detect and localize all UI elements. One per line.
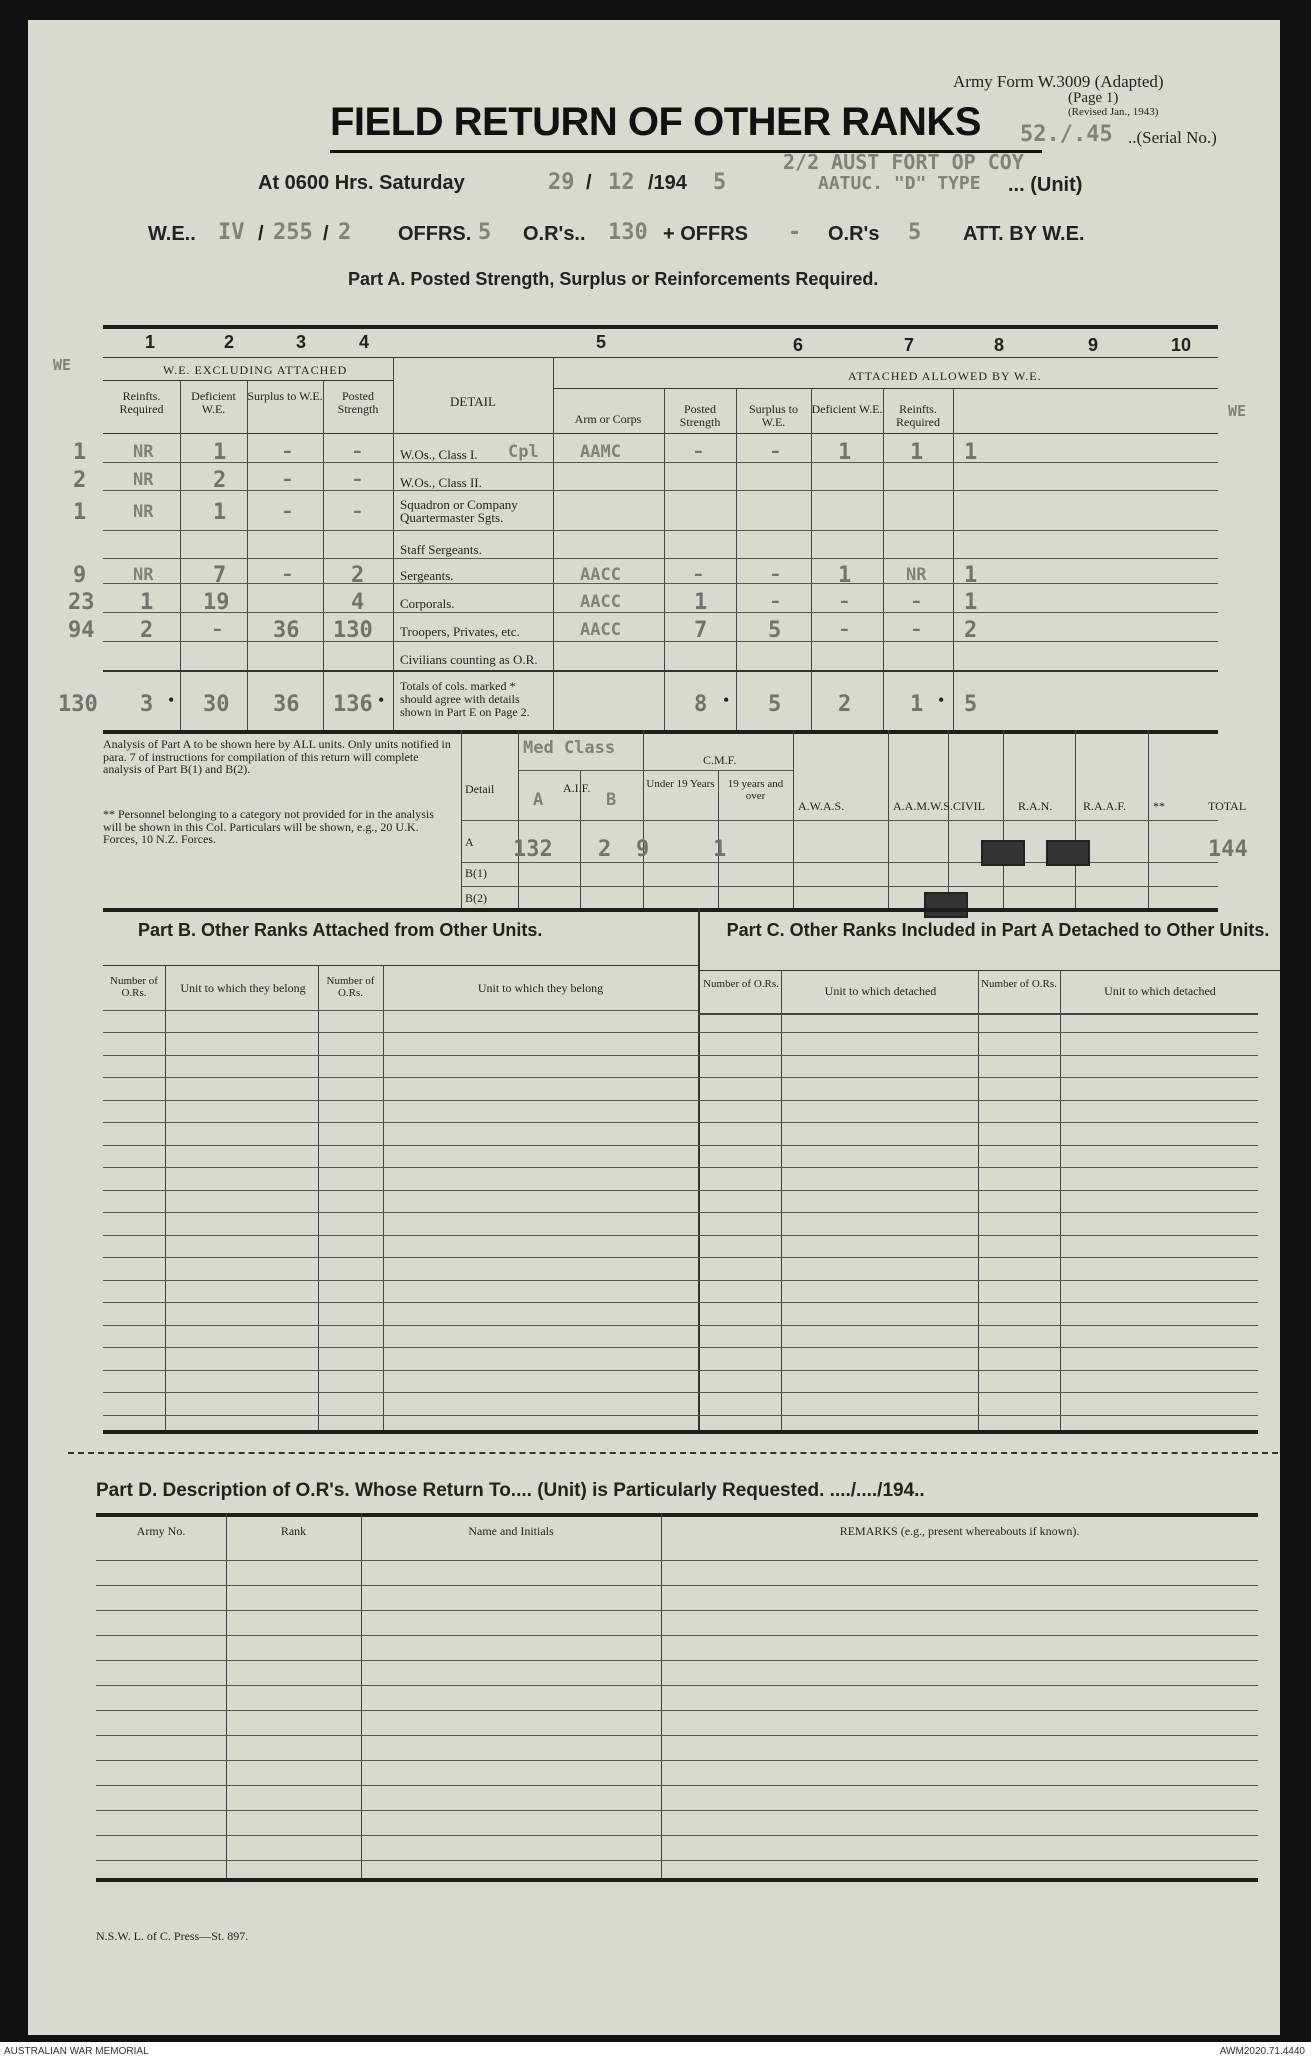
analysis-row-a: A (465, 835, 474, 849)
total-surplus-2: 5 (768, 692, 782, 717)
part-c-col-1: Number of O.Rs. (703, 978, 779, 990)
col-number-1: 1 (145, 332, 156, 352)
total-posted: 136 (333, 692, 373, 717)
we-excluding-attached-label: W.E. EXCLUDING ATTACHED (163, 363, 348, 377)
ruled-line (103, 1302, 1258, 1303)
row1-we: 1 (73, 440, 87, 465)
ors-label: O.R's.. (523, 223, 586, 245)
part-c-title: Part C. Other Ranks Included in Part A Detached to Other Units. (726, 920, 1270, 940)
row7-posted-2: 7 (694, 618, 708, 643)
ruled-line (103, 1055, 1258, 1056)
total-deficient-2: 2 (838, 692, 852, 717)
ruled-line (103, 1257, 1258, 1258)
row1-deficient: 1 (213, 440, 227, 465)
we-margin-right: WE (1228, 402, 1247, 420)
row7-surplus-2: 5 (768, 618, 782, 643)
total-deficient: 30 (203, 692, 230, 717)
part-d-col-4: REMARKS (e.g., present whereabouts if known). (839, 1524, 1080, 1538)
ruled-line (103, 1077, 1258, 1078)
row1-note: Cpl (508, 442, 539, 462)
total-we: 130 (58, 692, 98, 717)
ruled-line (103, 1122, 1258, 1123)
analysis-raaf: R.A.A.F. (1083, 799, 1127, 813)
year-prefix: /194 (648, 172, 687, 194)
ruled-line (103, 1325, 1258, 1326)
row3-posted: - (353, 495, 362, 524)
ruled-line (96, 1635, 1258, 1636)
analysis-row-b2: B(2) (465, 891, 487, 905)
row1-surplus-2: - (771, 435, 780, 464)
col-number-3: 3 (296, 332, 307, 352)
ruled-line (103, 1415, 1258, 1416)
archive-footer (0, 2042, 1311, 2061)
ruled-line (103, 1392, 1258, 1393)
header-deficient-2: Deficient W.E. (811, 402, 883, 416)
row7-we: 94 (68, 618, 95, 643)
row5-we-2: 1 (964, 563, 978, 588)
offrs-label: OFFRS. (398, 223, 472, 245)
row5-reinfts: NR (133, 565, 154, 585)
unit-line-2: AATUC. "D" TYPE (818, 173, 981, 194)
col-number-5: 5 (596, 332, 607, 352)
serial-value: 52./.45 (1020, 122, 1113, 147)
analysis-note-2: ** Personnel belonging to a category not provided for in the analysis will be shown in this Col. Particulars will be shown, e.g., 20 U.K. Forces, 10 N.Z. Forces. (103, 807, 434, 846)
row6-reinfts: 1 (140, 590, 154, 615)
part-d-col-3: Name and Initials (468, 1524, 554, 1538)
totals-note: Totals of cols. marked * should agree with details shown in Part E on Page 2. (400, 679, 530, 719)
row5-posted: 2 (351, 563, 365, 588)
ruled-line (96, 1735, 1258, 1736)
row6-deficient: 19 (203, 590, 230, 615)
header-posted: Posted Strength (337, 389, 379, 416)
analysis-total-label: TOTAL (1208, 799, 1247, 813)
at-line: At 0600 Hrs. Saturday (258, 172, 465, 194)
col-number-2: 2 (224, 332, 235, 352)
row5-arm: AACC (580, 565, 621, 585)
analysis-aif-b: 2 (598, 837, 612, 862)
row2-posted: - (353, 463, 362, 492)
row5-deficient-2: 1 (838, 563, 852, 588)
header-posted-2: Posted Strength (679, 402, 721, 429)
plus-ors-label: O.R's (828, 223, 880, 245)
analysis-over19-a: 1 (713, 837, 727, 862)
part-d-col-1: Army No. (136, 1524, 186, 1538)
we-value-3: 2 (338, 220, 352, 245)
ruled-line (96, 1760, 1258, 1761)
we-value-1: IV (218, 220, 245, 245)
part-d-title: Part D. Description of O.R's. Whose Return To.... (Unit) is Particularly Requested. ..../..../194.. (96, 1480, 925, 1501)
ruled-line (103, 1167, 1258, 1168)
date-day: 29 (548, 170, 575, 195)
total-surplus: 36 (273, 692, 300, 717)
ruled-line (103, 1212, 1258, 1213)
row5-reinfts-2: NR (906, 565, 927, 585)
col-number-4: 4 (359, 332, 370, 352)
redacted-raaf (1046, 840, 1090, 866)
row6-we: 23 (68, 590, 95, 615)
ruled-line (103, 1100, 1258, 1101)
row7-reinfts: 2 (140, 618, 154, 643)
analysis-a-label: A (533, 790, 544, 810)
row5-deficient: 7 (213, 563, 227, 588)
part-d-col-2: Rank (280, 1524, 307, 1538)
row7-posted: 130 (333, 618, 373, 643)
analysis-over19: 19 years and over (727, 778, 784, 802)
row6-posted-2: 1 (694, 590, 708, 615)
row1-reinfts: NR (133, 442, 154, 462)
total-posted-2: 8 (694, 692, 708, 717)
analysis-aif: A.I.F. (563, 781, 591, 795)
form-number: Army Form W.3009 (Adapted) (953, 72, 1164, 91)
ruled-line (103, 1280, 1258, 1281)
analysis-cmf: C.M.F. (703, 753, 737, 767)
ruled-line (103, 1347, 1258, 1348)
redacted-ran (981, 840, 1025, 866)
row2-we: 2 (73, 468, 87, 493)
we-margin-left: WE (53, 356, 72, 374)
row2-deficient: 2 (213, 468, 227, 493)
ruled-line (96, 1710, 1258, 1711)
part-b-col-1: Number of O.Rs. (110, 975, 158, 999)
row6-we-2: 1 (964, 590, 978, 615)
col-number-9: 9 (1088, 335, 1099, 355)
part-b-col-3: Number of O.Rs. (326, 975, 375, 999)
ruled-line (96, 1685, 1258, 1686)
ruled-line (96, 1860, 1258, 1861)
row7-surplus: 36 (273, 618, 300, 643)
ruled-line (96, 1660, 1258, 1661)
row1-surplus: - (283, 435, 292, 464)
row1-posted: - (353, 435, 362, 464)
ruled-line (96, 1785, 1258, 1786)
row5-surplus-2: - (771, 558, 780, 587)
plus-offrs-label: + OFFRS (663, 223, 749, 245)
we-label: W.E.. (148, 223, 196, 245)
row1-deficient-2: 1 (838, 440, 852, 465)
row5-posted-2: - (694, 558, 703, 587)
analysis-b-label: B (606, 790, 617, 810)
row2-reinfts: NR (133, 470, 154, 490)
row1-posted-2: - (694, 435, 703, 464)
row1-arm: AAMC (580, 442, 621, 462)
header-arm: Arm or Corps (574, 412, 642, 426)
total-we-2: 5 (964, 692, 978, 717)
offrs-value: 5 (478, 220, 492, 245)
form-title: FIELD RETURN OF OTHER RANKS (330, 100, 981, 144)
row7-we-2: 2 (964, 618, 978, 643)
row5-detail: Sergeants. (400, 568, 454, 583)
part-b-title: Part B. Other Ranks Attached from Other Units. (138, 920, 543, 940)
analysis-under19: Under 19 Years (646, 778, 715, 790)
row6-detail: Corporals. (400, 596, 455, 611)
row7-detail: Troopers, Privates, etc. (400, 624, 520, 639)
row6-surplus-2: - (771, 585, 780, 614)
ruled-line (96, 1560, 1258, 1561)
row7-deficient-2: - (840, 613, 849, 642)
row6-posted: 4 (351, 590, 365, 615)
ruled-line (103, 1145, 1258, 1146)
total-reinfts-2: 1 (910, 692, 924, 717)
analysis-total-a: 144 (1208, 837, 1248, 862)
header-reinfts-2: Reinfts. Required (896, 402, 940, 429)
analysis-note-1: Analysis of Part A to be shown here by ALL units. Only units notified in para. 7 of instructions for compilation of this return will complete analysis of Part B(1) and B(2). (103, 737, 451, 776)
col-number-7: 7 (904, 335, 915, 355)
row3-reinfts: NR (133, 502, 154, 522)
revised-date: (Revised Jan., 1943) (1068, 106, 1159, 118)
part-b-col-2: Unit to which they belong (180, 981, 306, 995)
row6-arm: AACC (580, 592, 621, 612)
ruled-line (103, 1235, 1258, 1236)
analysis-civil: CIVIL (953, 799, 985, 813)
ruled-line (103, 1032, 1258, 1033)
row6-reinfts-2: - (912, 585, 921, 614)
col-number-10: 10 (1171, 335, 1192, 355)
plus-ors-value: 5 (908, 220, 922, 245)
attached-allowed-label: ATTACHED ALLOWED BY W.E. (848, 369, 1042, 383)
page-number: (Page 1) (1068, 90, 1119, 106)
row1-detail: W.Os., Class I. (400, 447, 478, 462)
date-month: 12 (608, 170, 635, 195)
analysis-awas: A.W.A.S. (798, 799, 845, 813)
analysis-row-b1: B(1) (465, 866, 487, 880)
header-surplus-2: Surplus to W.E. (748, 402, 798, 429)
unit-line-1: 2/2 AUST FORT OP COY (783, 150, 1024, 174)
row6-deficient-2: - (840, 585, 849, 614)
we-value-2: 255 (273, 220, 313, 245)
row2-surplus: - (283, 463, 292, 492)
row7-arm: AACC (580, 620, 621, 640)
analysis-other: ** (1153, 799, 1165, 813)
row5-surplus: - (283, 558, 292, 587)
ruled-line (96, 1585, 1258, 1586)
unit-label: ... (Unit) (1008, 174, 1083, 196)
ruled-line (96, 1810, 1258, 1811)
part-c-col-2: Unit to which detached (824, 984, 937, 998)
row3-detail: Squadron or Company Quartermaster Sgts. (400, 497, 518, 525)
part-b-col-4: Unit to which they belong (477, 981, 604, 995)
att-label: ATT. BY W.E. (963, 223, 1085, 245)
col-number-8: 8 (994, 335, 1005, 355)
plus-offrs-value: - (788, 220, 802, 245)
col-number-6: 6 (793, 335, 804, 355)
analysis-med-class: Med Class (523, 738, 616, 758)
analysis-detail-label: Detail (465, 782, 495, 796)
part-c-col-3: Number of O.Rs. (981, 978, 1057, 990)
row3-surplus: - (283, 495, 292, 524)
footer-left: AUSTRALIAN WAR MEMORIAL (4, 2046, 149, 2057)
analysis-under19-a: 9 (636, 837, 650, 862)
row7-reinfts-2: - (912, 613, 921, 642)
header-deficient: Deficient W.E. (191, 389, 236, 416)
row4-detail: Staff Sergeants. (400, 542, 482, 557)
part-c-col-4: Unit to which detached (1104, 984, 1216, 998)
form-page: Army Form W.3009 (Adapted) (Page 1) (Revised Jan., 1943) FIELD RETURN OF OTHER RANKS 52./.45 ..(Serial No.) At 0600 Hrs. Saturday 29 / 12 /194 5 2/2 AUST FORT OP COY AATUC. "D" TYPE ... (Unit) W.E.. IV / 255 / 2 OFFRS. 5 O.R's.. 130 + OFFRS - O.R's 5 ATT. BY W.E. Part A. Posted Strength, Surplus or Reinforcements Required. 1 2 3 4 5 6 7 8 9 10 W.E. EXCLUDING ATTACHED ATTACHED ALLOWED BY W.E. WE WE Reinfts. Required Deficient W.E. Surplus to W.E. Posted Strength DETAIL Arm or Corps Posted Strength Surplus to W.E. Deficient W.E. Reinfts. Required 1 NR 1 - - W.Os., Class I. Cpl AAMC - - 1 1 1 2 NR 2 - - W.Os., Class II. 1 NR 1 - - Squadron or Company Quartermaster Sgts. Staff Sergeants. 9 NR 7 - 2 Sergeants. AACC - - 1 NR 1 23 1 19 4 Corporals. AACC 1 - - - 1 94 2 - 36 130 Troopers, Privates, etc. AACC 7 5 - - 2 Civilians counting as O.R. 130 3 • 30 36 136 • Totals of cols. marked * should agree with details shown in Part E on Page 2. 8 • 5 2 1 • 5 Analysis of Part A to be shown here by ALL units. Only units notified in para. 7 of instructions for compilation of this return will complete analysis of Part B(1) and B(2). ** Personnel belonging to a category not provided for in the analysis will be shown in this Col. Particulars will be shown, e.g., 20 U.K. Forces, 10 N.Z. Forces. Detail Med Class A.I.F. A B C.M.F. Under 19 Years 19 years and over A.W.A.S. A.A.M.W.S. CIVIL R.A.N. R.A.A.F. ** TOTAL A B(1) B(2) 132 2 9 1 144 Part B. Other Ranks Attached from Other Units. Number of O.Rs. Unit to which they belong Number of O.Rs. Unit to which they belong Part C. Other Ranks Included in Part A Detached to Other Units. Number of O.Rs. Unit to which detached Number of O.Rs. Unit to which detached Part D. Description of O.R's. Whose Return To.... (Unit) is Particularly Requested. ..../..../194.. Army No. Rank Name and Initials REMARKS (e.g., present whereabouts if known). N.S.W. L. of C. Press—St. 897. (28, 20, 1280, 2035)
analysis-ran: R.A.N. (1018, 799, 1053, 813)
serial-label: ..(Serial No.) (1128, 128, 1217, 147)
row3-we: 1 (73, 500, 87, 525)
row8-detail: Civilians counting as O.R. (400, 652, 538, 667)
analysis-aif-a: 132 (513, 837, 553, 862)
year-digit: 5 (713, 170, 727, 195)
analysis-aamws: A.A.M.W.S. (893, 799, 953, 813)
printer-imprint: N.S.W. L. of C. Press—St. 897. (96, 1929, 249, 1943)
ors-value: 130 (608, 220, 648, 245)
total-reinfts: 3 (140, 692, 154, 717)
row2-detail: W.Os., Class II. (400, 475, 482, 490)
row1-reinfts-2: 1 (910, 440, 924, 465)
row1-we-2: 1 (964, 440, 978, 465)
footer-right: AWM2020.71.4440 (1219, 2046, 1305, 2057)
header-detail: DETAIL (450, 394, 496, 409)
ruled-line (103, 1370, 1258, 1371)
row5-we: 9 (73, 563, 87, 588)
part-a-title: Part A. Posted Strength, Surplus or Reinforcements Required. (348, 269, 879, 289)
header-reinfts: Reinfts. Required (119, 389, 164, 416)
ruled-line (96, 1835, 1258, 1836)
row7-deficient: - (213, 613, 222, 642)
header-surplus: Surplus to W.E. (247, 389, 323, 403)
ruled-line (96, 1610, 1258, 1611)
row3-deficient: 1 (213, 500, 227, 525)
redacted-civil (924, 892, 968, 918)
ruled-line (103, 1190, 1258, 1191)
